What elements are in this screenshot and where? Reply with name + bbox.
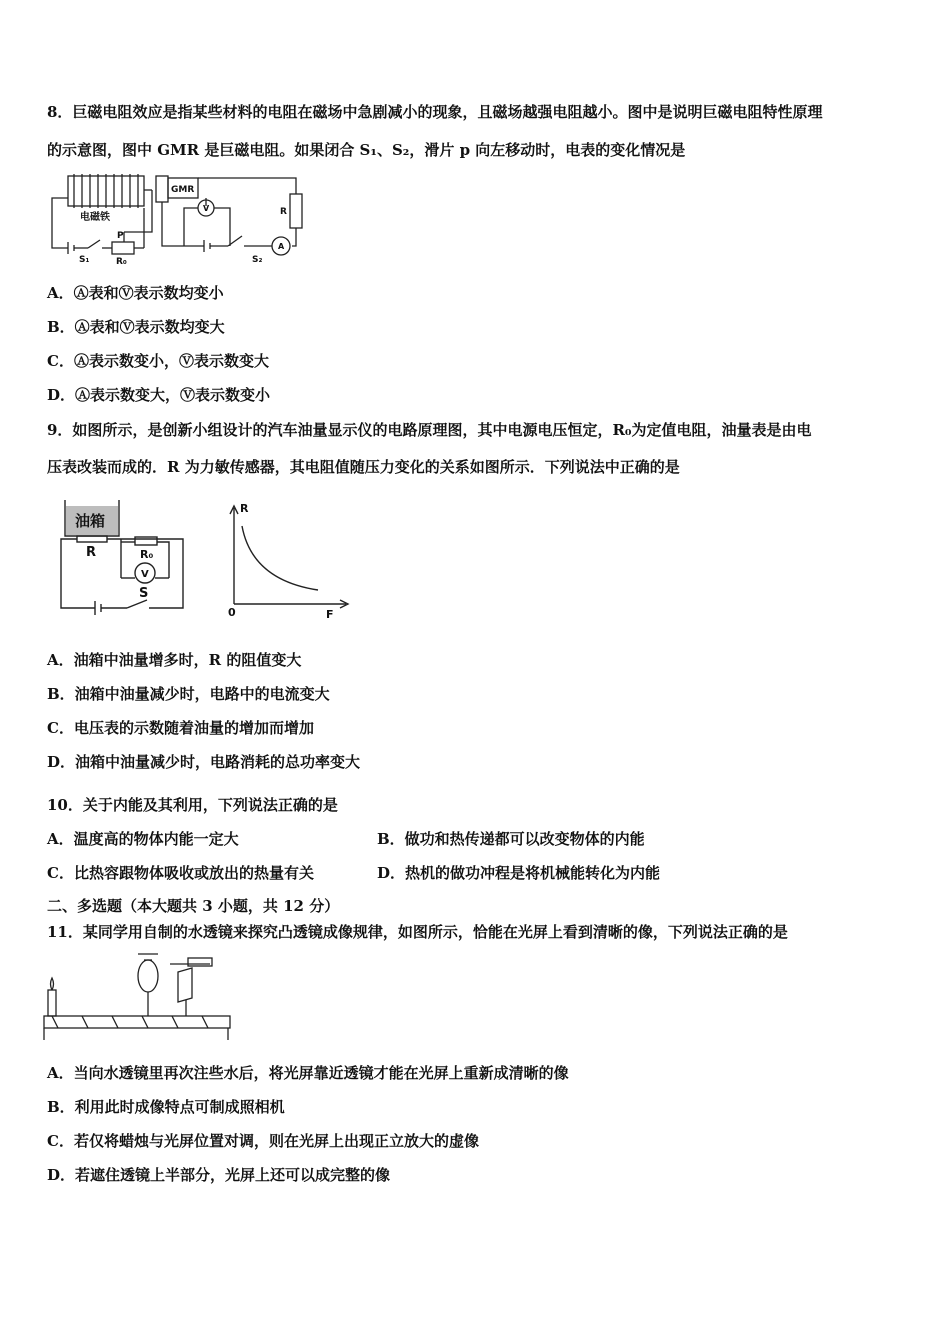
q9-voltmeter-icon: V [141, 569, 149, 580]
q9-oil-tank-circuit-figure [55, 496, 195, 616]
graph-origin-label: 0 [228, 606, 236, 619]
gmr-label: GMR [171, 185, 195, 195]
ammeter-icon: A [278, 242, 285, 251]
s2-label: S₂ [252, 255, 263, 265]
q11-option-a: A．当向水透镜里再次注些水后，将光屏靠近透镜才能在光屏上重新成清晰的像 [47, 1064, 569, 1082]
q9-stem-line2: 压表改装而成的．R 为力敏传感器，其电阻值随压力变化的关系如图所示．下列说法中正确的是 [47, 458, 680, 476]
q9-r-vs-f-graph [222, 500, 354, 622]
q10-option-d: D．热机的做功冲程是将机械能转化为内能 [377, 864, 661, 882]
q9-option-b: B．油箱中油量减少时，电路中的电流变大 [47, 685, 330, 703]
q9-r-label: R [86, 545, 97, 560]
r-label: R [280, 207, 287, 217]
q11-option-b: B．利用此时成像特点可制成照相机 [47, 1098, 285, 1116]
q8-option-a: A．Ⓐ表和Ⓥ表示数均变小 [47, 284, 224, 302]
q10-option-c: C．比热容跟物体吸收或放出的热量有关 [47, 864, 314, 882]
section2-title: 二、多选题（本大题共 3 小题，共 12 分） [47, 897, 340, 915]
q8-option-b: B．Ⓐ表和Ⓥ表示数均变大 [47, 318, 225, 336]
q10-option-b: B．做功和热传递都可以改变物体的内能 [377, 830, 645, 848]
q10-stem: 10．关于内能及其利用，下列说法正确的是 [47, 796, 338, 814]
slider-p-label: P [117, 231, 124, 241]
switch-s-label: S [139, 586, 149, 601]
q9-option-d: D．油箱中油量减少时，电路消耗的总功率变大 [47, 753, 361, 771]
q11-stem: 11．某同学用自制的水透镜来探究凸透镜成像规律，如图所示，恰能在光屏上看到清晰的像，下列说法正确的是 [47, 923, 788, 941]
s1-label: S₁ [79, 255, 90, 265]
q8-option-d: D．Ⓐ表示数变大，Ⓥ表示数变小 [47, 386, 271, 404]
q9-option-a: A．油箱中油量增多时，R 的阻值变大 [47, 651, 302, 669]
q11-option-d: D．若遮住透镜上半部分，光屏上还可以成完整的像 [47, 1166, 391, 1184]
q9-r0-label: R₀ [140, 548, 154, 561]
r0-label: R₀ [116, 257, 127, 266]
voltmeter-icon: V [203, 204, 210, 213]
tank-label: 油箱 [75, 512, 106, 530]
q10-option-a: A．温度高的物体内能一定大 [47, 830, 239, 848]
q8-option-c: C．Ⓐ表示数变小，Ⓥ表示数变大 [47, 352, 269, 370]
q9-stem-line1: 9．如图所示，是创新小组设计的汽车油量显示仪的电路原理图，其中电源电压恒定，R₀为定值电阻，油量表是由电 [47, 421, 812, 439]
q8-stem-line1: 8．巨磁电阻效应是指某些材料的电阻在磁场中急剧减小的现象，且磁场越强电阻越小。图中是说明巨磁电阻特性原理 [47, 103, 823, 121]
graph-y-axis-label: R [240, 502, 249, 515]
q9-option-c: C．电压表的示数随着油量的增加而增加 [47, 719, 314, 737]
electromagnet-label: 电磁铁 [80, 212, 110, 223]
q8-gmr-circuit-figure [44, 168, 314, 266]
q11-option-c: C．若仅将蜡烛与光屏位置对调，则在光屏上出现正立放大的虚像 [47, 1132, 479, 1150]
q11-water-lens-apparatus-figure [42, 950, 232, 1046]
q8-stem-line2: 的示意图，图中 GMR 是巨磁电阻。如果闭合 S₁、S₂，滑片 p 向左移动时，电表的变化情况是 [47, 141, 686, 159]
graph-x-axis-label: F [326, 608, 334, 621]
